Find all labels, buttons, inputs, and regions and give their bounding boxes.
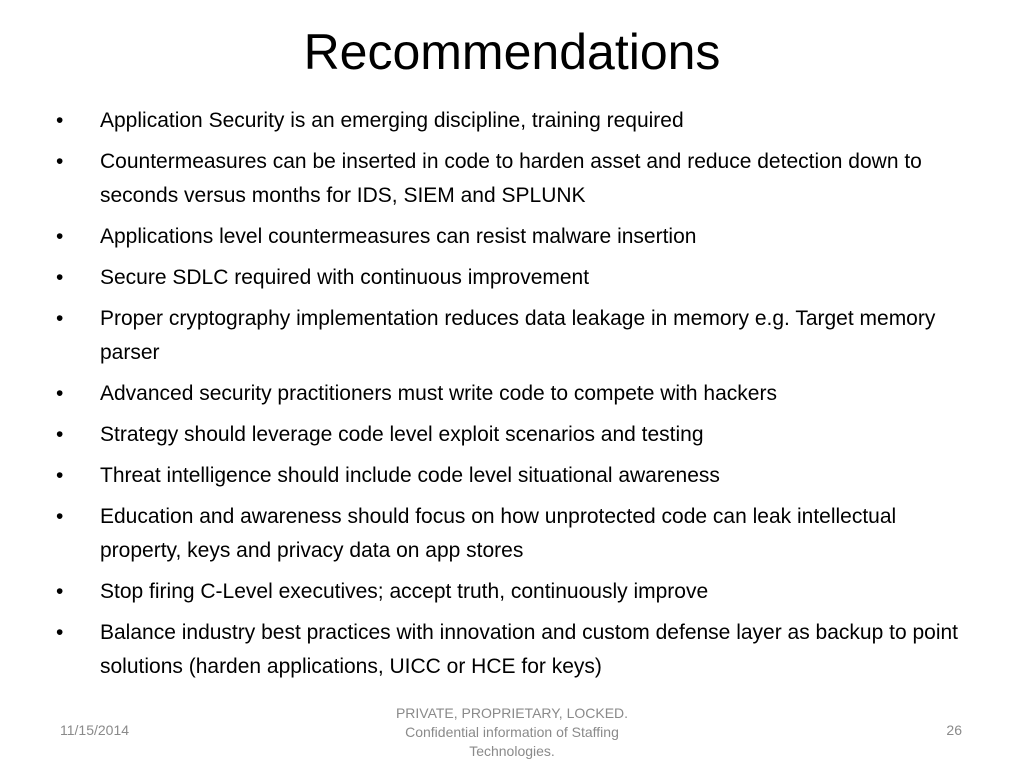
slide-title: Recommendations: [303, 24, 721, 80]
bullet-item: [56, 459, 976, 493]
bullet-item: [56, 261, 976, 295]
bullet-icon: •: [56, 150, 64, 173]
bullet-item: [56, 500, 976, 568]
bullet-item: [56, 145, 976, 213]
bullet-text: Countermeasures can be inserted in code to harden asset and reduce detection down to seconds versus months for IDS, SIEM and SPLUNK: [100, 150, 922, 207]
bullet-icon: •: [56, 109, 64, 132]
bullet-icon: •: [56, 307, 64, 330]
bullet-icon: •: [56, 266, 64, 289]
bullet-item: [56, 377, 976, 411]
bullet-icon: •: [56, 464, 64, 487]
bullet-item: [56, 104, 976, 138]
bullet-text: Secure SDLC required with continuous improvement: [100, 266, 590, 289]
bullet-text: Applications level countermeasures can resist malware insertion: [100, 225, 697, 248]
bullet-item: [56, 302, 976, 370]
bullet-icon: •: [56, 225, 64, 248]
bullet-item: [56, 575, 976, 609]
bullet-item: [56, 220, 976, 254]
bullet-text: Advanced security practitioners must write code to compete with hackers: [100, 382, 777, 405]
footer-confidentiality-notice: PRIVATE, PROPRIETARY, LOCKED. Confidential information of Staffing Technologies.: [395, 705, 629, 759]
bullet-icon: •: [56, 580, 64, 603]
bullet-icon: •: [56, 505, 64, 528]
bullet-text: Education and awareness should focus on how unprotected code can leak intellectual property, keys and privacy data on app stores: [100, 505, 897, 562]
bullet-text: Strategy should leverage code level exploit scenarios and testing: [100, 423, 704, 446]
bullet-item: [56, 616, 976, 684]
bullet-icon: •: [56, 423, 64, 446]
bullet-icon: •: [56, 621, 64, 644]
bullet-icon: •: [56, 382, 64, 405]
page-number: 26: [946, 722, 962, 738]
bullet-text: Application Security is an emerging discipline, training required: [100, 109, 684, 132]
footer-date: 11/15/2014: [60, 722, 130, 738]
bullet-list: [56, 104, 976, 691]
bullet-text: Threat intelligence should include code level situational awareness: [100, 464, 720, 487]
bullet-text: Proper cryptography implementation reduces data leakage in memory e.g. Target memory parser: [100, 307, 936, 364]
bullet-text: Balance industry best practices with innovation and custom defense layer as backup to point solutions (harden applications, UICC or HCE for keys): [100, 621, 958, 678]
bullet-item: [56, 418, 976, 452]
bullet-text: Stop firing C-Level executives; accept truth, continuously improve: [100, 580, 709, 603]
